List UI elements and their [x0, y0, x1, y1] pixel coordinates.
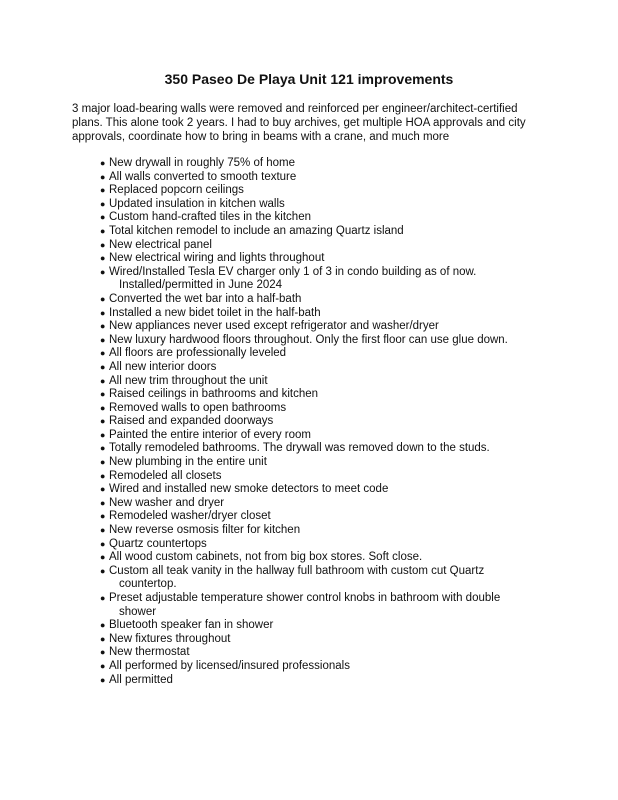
- list-item: [100, 660, 550, 674]
- list-item-text: Totally remodeled bathrooms. The drywall was removed down to the studs.: [109, 442, 490, 455]
- list-item-text: New plumbing in the entire unit: [109, 456, 267, 469]
- list-item-text: Removed walls to open bathrooms: [109, 401, 287, 414]
- bullet-icon: ●: [100, 497, 106, 508]
- bullet-icon: ●: [100, 171, 106, 182]
- bullet-icon: ●: [100, 525, 106, 536]
- list-item-text: Total kitchen remodel to include an amazing Quartz island: [109, 224, 404, 237]
- bullet-icon: ●: [100, 552, 106, 563]
- bullet-icon: ●: [100, 389, 106, 400]
- bullet-icon: ●: [100, 293, 106, 304]
- bullet-icon: ●: [100, 674, 106, 685]
- list-item-text: New appliances never used except refrigerator and washer/dryer: [109, 320, 439, 333]
- list-item: [100, 442, 550, 456]
- bullet-icon: ●: [100, 429, 106, 440]
- list-item: [100, 334, 550, 348]
- bullet-icon: ●: [100, 565, 106, 576]
- list-item-text: Custom hand-crafted tiles in the kitchen: [109, 211, 311, 224]
- list-item-continuation: countertop.: [119, 578, 177, 591]
- bullet-icon: ●: [100, 361, 106, 372]
- list-item: [100, 184, 550, 198]
- bullet-icon: ●: [100, 402, 106, 413]
- list-item-text: All walls converted to smooth texture: [109, 170, 297, 183]
- list-item-text: Bluetooth speaker fan in shower: [109, 619, 274, 632]
- list-item: [100, 361, 550, 375]
- bullet-icon: ●: [100, 647, 106, 658]
- bullet-icon: ●: [100, 212, 106, 223]
- list-item-continuation: shower: [119, 605, 157, 618]
- list-item-text: Wired/Installed Tesla EV charger only 1 of 3 in condo building as of now.: [109, 265, 477, 278]
- list-item-continuation: Installed/permitted in June 2024: [119, 279, 283, 292]
- list-item: [100, 646, 550, 660]
- list-item: [100, 252, 550, 266]
- bullet-icon: ●: [100, 266, 106, 277]
- list-item: [100, 375, 550, 389]
- list-item: [100, 470, 550, 484]
- list-item: [100, 497, 550, 511]
- bullet-icon: ●: [100, 307, 106, 318]
- bullet-icon: ●: [100, 334, 106, 345]
- list-item: [100, 266, 550, 293]
- intro-paragraph: 3 major load-bearing walls were removed and reinforced per engineer/architect-certified plans. This alone took 2 years. I had to buy archives, get multiple HOA approvals and city approvals, coordinate how to bring in beams with a crane, and much more: [72, 103, 526, 143]
- bullet-icon: ●: [100, 239, 106, 250]
- bullet-icon: ●: [100, 620, 106, 631]
- list-item-text: Installed a new bidet toilet in the half-bath: [109, 306, 321, 319]
- list-item-text: Raised and expanded doorways: [109, 415, 274, 428]
- list-item: [100, 592, 550, 619]
- bullet-icon: ●: [100, 185, 106, 196]
- bullet-icon: ●: [100, 484, 106, 495]
- list-item-text: Updated insulation in kitchen walls: [109, 197, 285, 210]
- list-item: [100, 524, 550, 538]
- list-item: [100, 198, 550, 212]
- bullet-icon: ●: [100, 457, 106, 468]
- list-item-text: Remodeled washer/dryer closet: [109, 510, 271, 523]
- bullet-icon: ●: [100, 416, 106, 427]
- list-item-text: Raised ceilings in bathrooms and kitchen: [109, 388, 319, 401]
- list-item-text: All permitted: [109, 673, 173, 686]
- list-item: [100, 293, 550, 307]
- list-item-text: Custom all teak vanity in the hallway full bathroom with custom cut Quartz: [109, 564, 485, 577]
- list-item: [100, 307, 550, 321]
- list-item: [100, 347, 550, 361]
- list-item-text: Preset adjustable temperature shower control knobs in bathroom with double: [109, 592, 501, 604]
- list-item: [100, 157, 550, 171]
- bullet-icon: ●: [100, 633, 106, 644]
- list-item-text: All wood custom cabinets, not from big box stores. Soft close.: [109, 551, 423, 564]
- bullet-icon: ●: [100, 511, 106, 522]
- list-item: [100, 388, 550, 402]
- list-item: [100, 415, 550, 429]
- document-title: 350 Paseo De Playa Unit 121 improvements: [164, 71, 454, 87]
- list-item: [100, 456, 550, 470]
- list-item-text: New electrical panel: [109, 238, 212, 251]
- list-item-text: Remodeled all closets: [109, 469, 222, 482]
- list-item: [100, 619, 550, 633]
- bullet-icon: ●: [100, 198, 106, 209]
- list-item: [100, 551, 550, 565]
- bullet-icon: ●: [100, 375, 106, 386]
- bullet-icon: ●: [100, 225, 106, 236]
- list-item: [100, 211, 550, 225]
- list-item: [100, 633, 550, 647]
- list-item-text: Converted the wet bar into a half-bath: [109, 292, 302, 305]
- bullet-icon: ●: [100, 443, 106, 454]
- list-item-text: All performed by licensed/insured professionals: [109, 659, 350, 672]
- list-item: [100, 565, 550, 592]
- list-item: [100, 402, 550, 416]
- list-item-text: New drywall in roughly 75% of home: [109, 157, 296, 169]
- improvements-list: [100, 157, 550, 687]
- list-item-text: New washer and dryer: [109, 496, 225, 509]
- bullet-icon: ●: [100, 470, 106, 481]
- bullet-icon: ●: [100, 348, 106, 359]
- list-item-text: New fixtures throughout: [109, 632, 231, 645]
- list-item-text: Painted the entire interior of every room: [109, 428, 311, 441]
- list-item: [100, 510, 550, 524]
- list-item: [100, 320, 550, 334]
- bullet-icon: ●: [100, 253, 106, 264]
- list-item-text: New luxury hardwood floors throughout. Only the first floor can use glue down.: [109, 333, 508, 346]
- list-item: [100, 674, 550, 688]
- list-item-text: All floors are professionally leveled: [109, 347, 287, 360]
- bullet-icon: ●: [100, 538, 106, 549]
- list-item: [100, 538, 550, 552]
- bullet-icon: ●: [100, 660, 106, 671]
- list-item: [100, 483, 550, 497]
- list-item-text: All new interior doors: [109, 360, 217, 373]
- list-item-text: All new trim throughout the unit: [109, 374, 268, 387]
- bullet-icon: ●: [100, 593, 106, 603]
- list-item-text: Replaced popcorn ceilings: [109, 184, 244, 197]
- list-item-text: New thermostat: [109, 646, 190, 659]
- list-item-text: New reverse osmosis filter for kitchen: [109, 524, 301, 537]
- list-item: [100, 171, 550, 185]
- list-item: [100, 225, 550, 239]
- list-item-text: Quartz countertops: [109, 537, 207, 550]
- list-item-text: Wired and installed new smoke detectors to meet code: [109, 483, 389, 496]
- bullet-icon: ●: [100, 321, 106, 332]
- list-item: [100, 239, 550, 253]
- bullet-icon: ●: [100, 158, 106, 168]
- list-item-text: New electrical wiring and lights throughout: [109, 252, 325, 265]
- list-item: [100, 429, 550, 443]
